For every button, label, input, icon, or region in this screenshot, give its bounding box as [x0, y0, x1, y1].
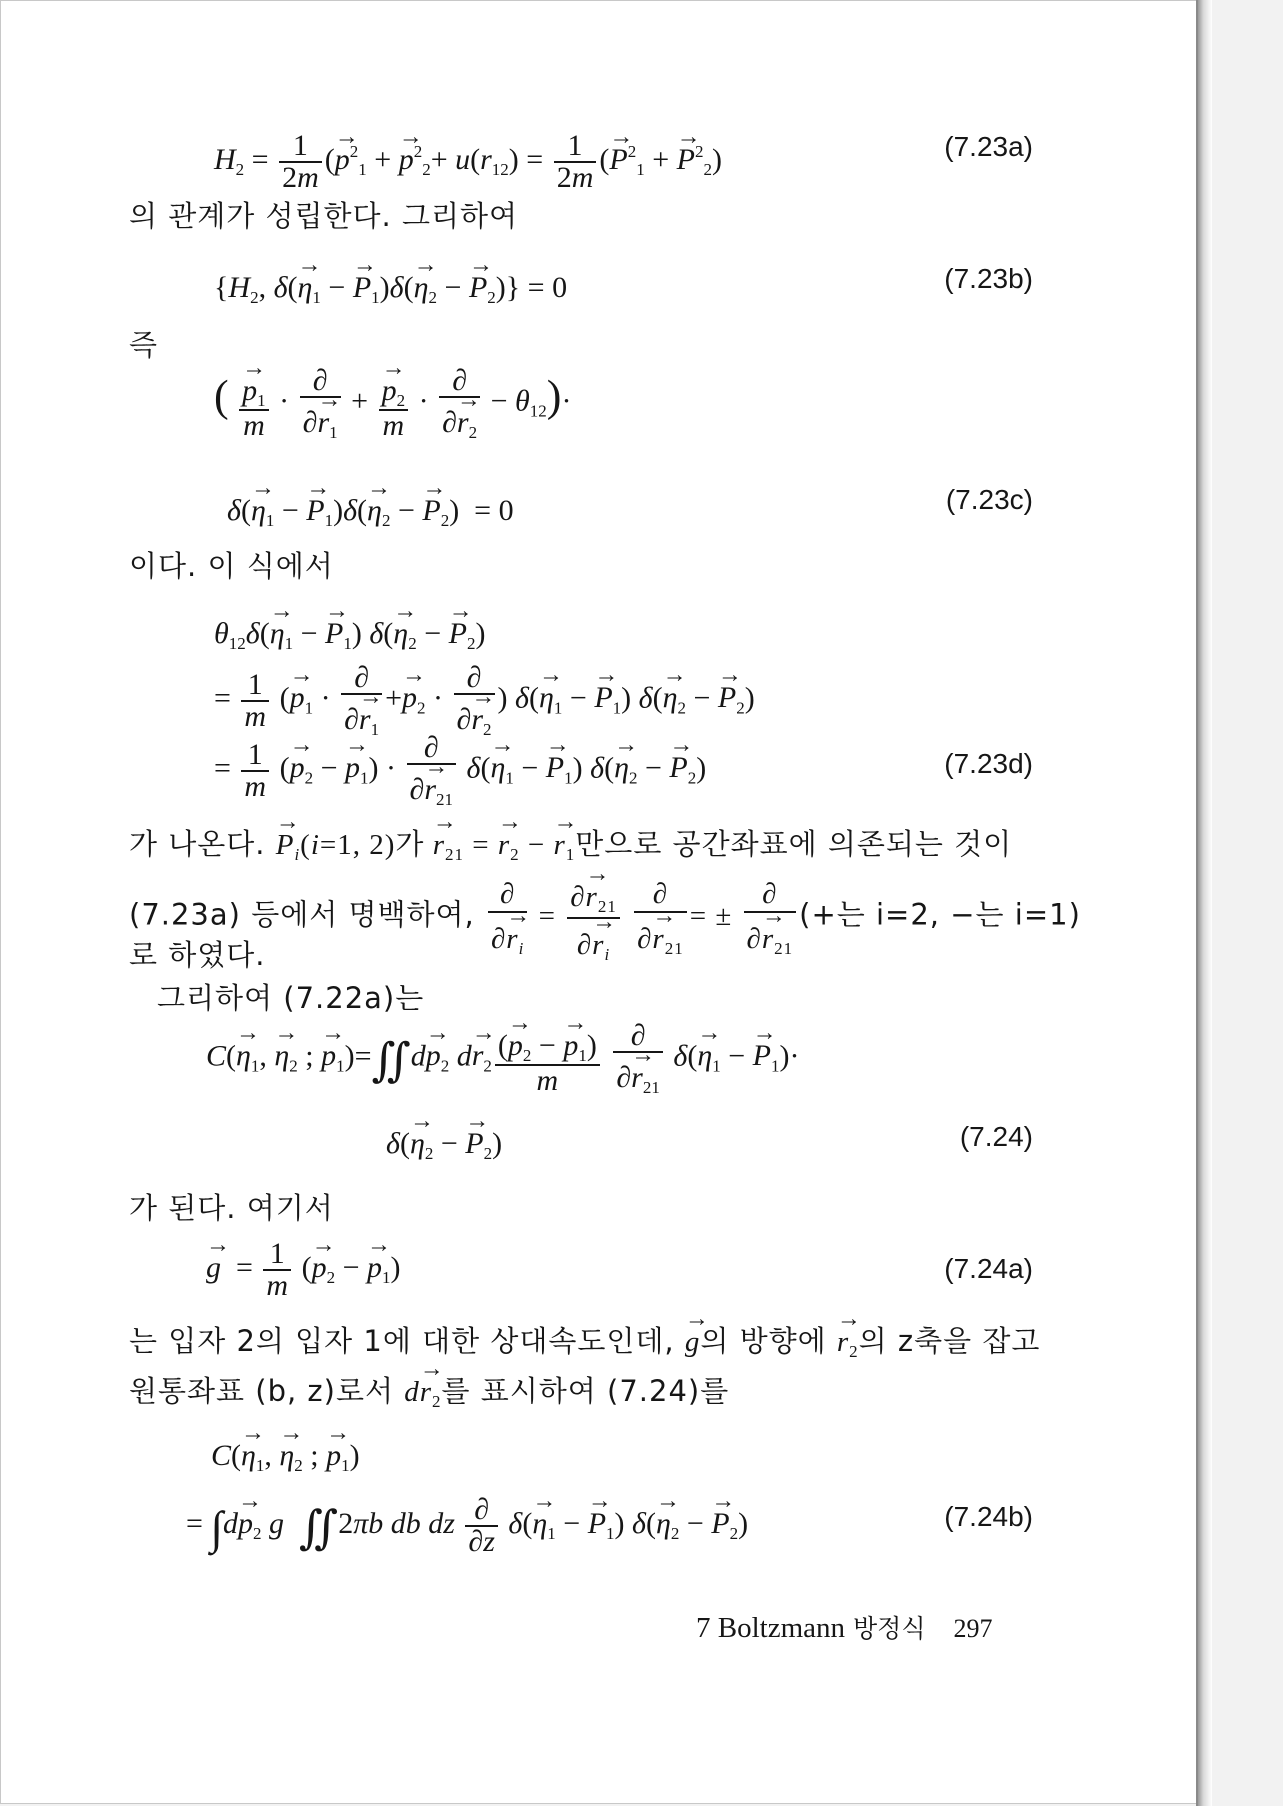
paragraph-text: (+는 i=2, −는 i=1): [799, 897, 1081, 932]
equation-number-7-24: (7.24): [959, 1121, 1033, 1152]
paragraph-text: 를 표시하여 (7.24)를: [441, 1374, 730, 1408]
paragraph-text: 는 입자 2의 입자 1에 대한 상대속도인데,: [129, 1324, 675, 1358]
equation-7-23c-part2: $\delta(\to \eta_1$ − → $P_1)\delta(\to \eta_2$ − → $P_2) = 0$: [227, 486, 514, 529]
equation-7-23d-line1: $\theta_{12}\delta(\to \eta_1$ − → $P_1$) $\delta(\to \eta_2$ − → $P_2$): [214, 609, 485, 652]
paragraph-text: 만으로 공간좌표에 의존되는 것이: [575, 827, 1013, 861]
equation-7-23a: $H_2$ = $\frac{1}{2m}$ (→ $p^2_1$ + → $p^2_2+ u(r_{12})$ = $\frac{1}{2m}$ (→ $P^2_1$ + → $P^2_2$): [214, 131, 722, 193]
page-edge-shadow: [1196, 0, 1212, 1806]
paragraph-text: 이다. 이 식에서: [129, 549, 334, 583]
equation-7-24-line1: $C(\to \eta_1$, → $\eta_2$ ; → $p_1)=∬d\to p_2$ $d\to r_2$ $\frac{(\to p_2 - \to p_1)}{m}$ $\frac{\partial}{\partial\to r_{21}}$ $\delta(\to \eta_1$ − → $P_1)\cdot$: [206, 1021, 799, 1096]
paragraph-text: (7.23a) 등에서 명백하여,: [129, 897, 475, 932]
paragraph-text: 가 된다. 여기서: [129, 1191, 334, 1225]
equation-number-7-23c: (7.23c): [945, 484, 1033, 515]
equation-number-7-23a: (7.23a): [944, 131, 1033, 162]
equation-7-24b-line2: = $\int d\to p_2$ g ∬2πb db dz $\frac{\partial}{\partial z}$ $\delta(\to \eta_1$ − → $P_1$) $\delta(\to \eta_2$ − → $P_2$): [186, 1495, 748, 1557]
paragraph-text: 그리하여 (7.22a)는: [157, 981, 425, 1015]
chapter-title-korean: 방정식: [853, 1614, 926, 1643]
equation-7-24a: → g = $\frac{1}{m}$ (→ $p_2$ − → $p_1$): [206, 1239, 401, 1301]
equation-7-24-line2: $\delta(\to \eta_2$ − → $P_2$): [386, 1119, 502, 1162]
page-number: 297: [953, 1614, 993, 1643]
equation-7-23b: {$H_2$, $\delta(\to \eta_1$ − → $P_1)\delta(\to \eta_2$ − → $P_2)\} = 0$: [214, 263, 567, 306]
paragraph-text: 의 방향에: [700, 1324, 827, 1358]
chapter-title: 7 Boltzmann: [696, 1612, 846, 1644]
equation-7-23d-line2: = $\frac{1}{m}$ (→ $p_1$ · $\frac{\partial}{\partial\to r_1}$ +→ $p_2$ · $\frac{\partial}{\partial\to r_2}$ ) $\delta(\to \eta_1$ − → $P_1$) $\delta(\to \eta_2$ − → $P_2$): [214, 663, 755, 738]
paragraph-line: 가 나온다. → $P_i(i=1$, 2)가 → $r_{21}$ = → $r_2$ − → $r_1$만으로 공간좌표에 의존되는 것이: [129, 819, 1012, 865]
paragraph-text: 의 관계가 성립한다. 그리하여: [129, 199, 519, 233]
equation-7-24b-line1: $C(\to \eta_1$, → $\eta_2$ ; → $p_1$): [211, 1431, 360, 1474]
equation-7-23d-line3: = $\frac{1}{m}$ (→ $p_2$ − → $p_1$) · $\frac{\partial}{\partial\to r_{21}}$ $\delta(\to \eta_1$ − → $P_1$) $\delta(\to \eta_2$ − → $P_2$): [214, 733, 706, 808]
equation-number-7-23d: (7.23d): [944, 748, 1033, 779]
equation-number-7-24b: (7.24b): [944, 1501, 1033, 1532]
paragraph-text: 원통좌표 (b, z)로서: [129, 1374, 394, 1408]
paragraph-line: (7.23a) 등에서 명백하여, $\frac{\partial}{\partial\to r_i}$ = $\frac{\partial\to r_{21}}{\partial\to r_i}$ $\frac{\partial}{\partial\to r_{21}}$ = ± $\frac{\partial}{\partial\to r_{21}}$ (+는 i=2, −는 i=1): [129, 871, 1081, 965]
page-footer: [696, 1609, 992, 1645]
paragraph-text: 가 나온다.: [129, 827, 266, 861]
paragraph-text: 즉: [129, 328, 159, 362]
paragraph-text: 로 하였다.: [129, 938, 266, 972]
paragraph-text: 의 z축을 잡고: [858, 1324, 1041, 1358]
equation-number-7-23b: (7.23b): [944, 263, 1033, 294]
paragraph-line: 는 입자 2의 입자 1에 대한 상대속도인데, → g의 방향에 → $r_2$의 z축을 잡고: [129, 1316, 1040, 1362]
equation-number-7-24a: (7.24a): [944, 1253, 1033, 1284]
paragraph-line: 원통좌표 (b, z)로서 $d\to r_2$를 표시하여 (7.24)를: [129, 1366, 729, 1412]
equation-7-23c-part1: ( → $\frac{p_1}{m}$ · $\frac{\partial}{\partial\to r_1}$ + → $\frac{p_2}{m}$ · $\frac{\partial}{\partial\to r_2}$ − $\theta_{12})\cdot$: [214, 366, 571, 441]
